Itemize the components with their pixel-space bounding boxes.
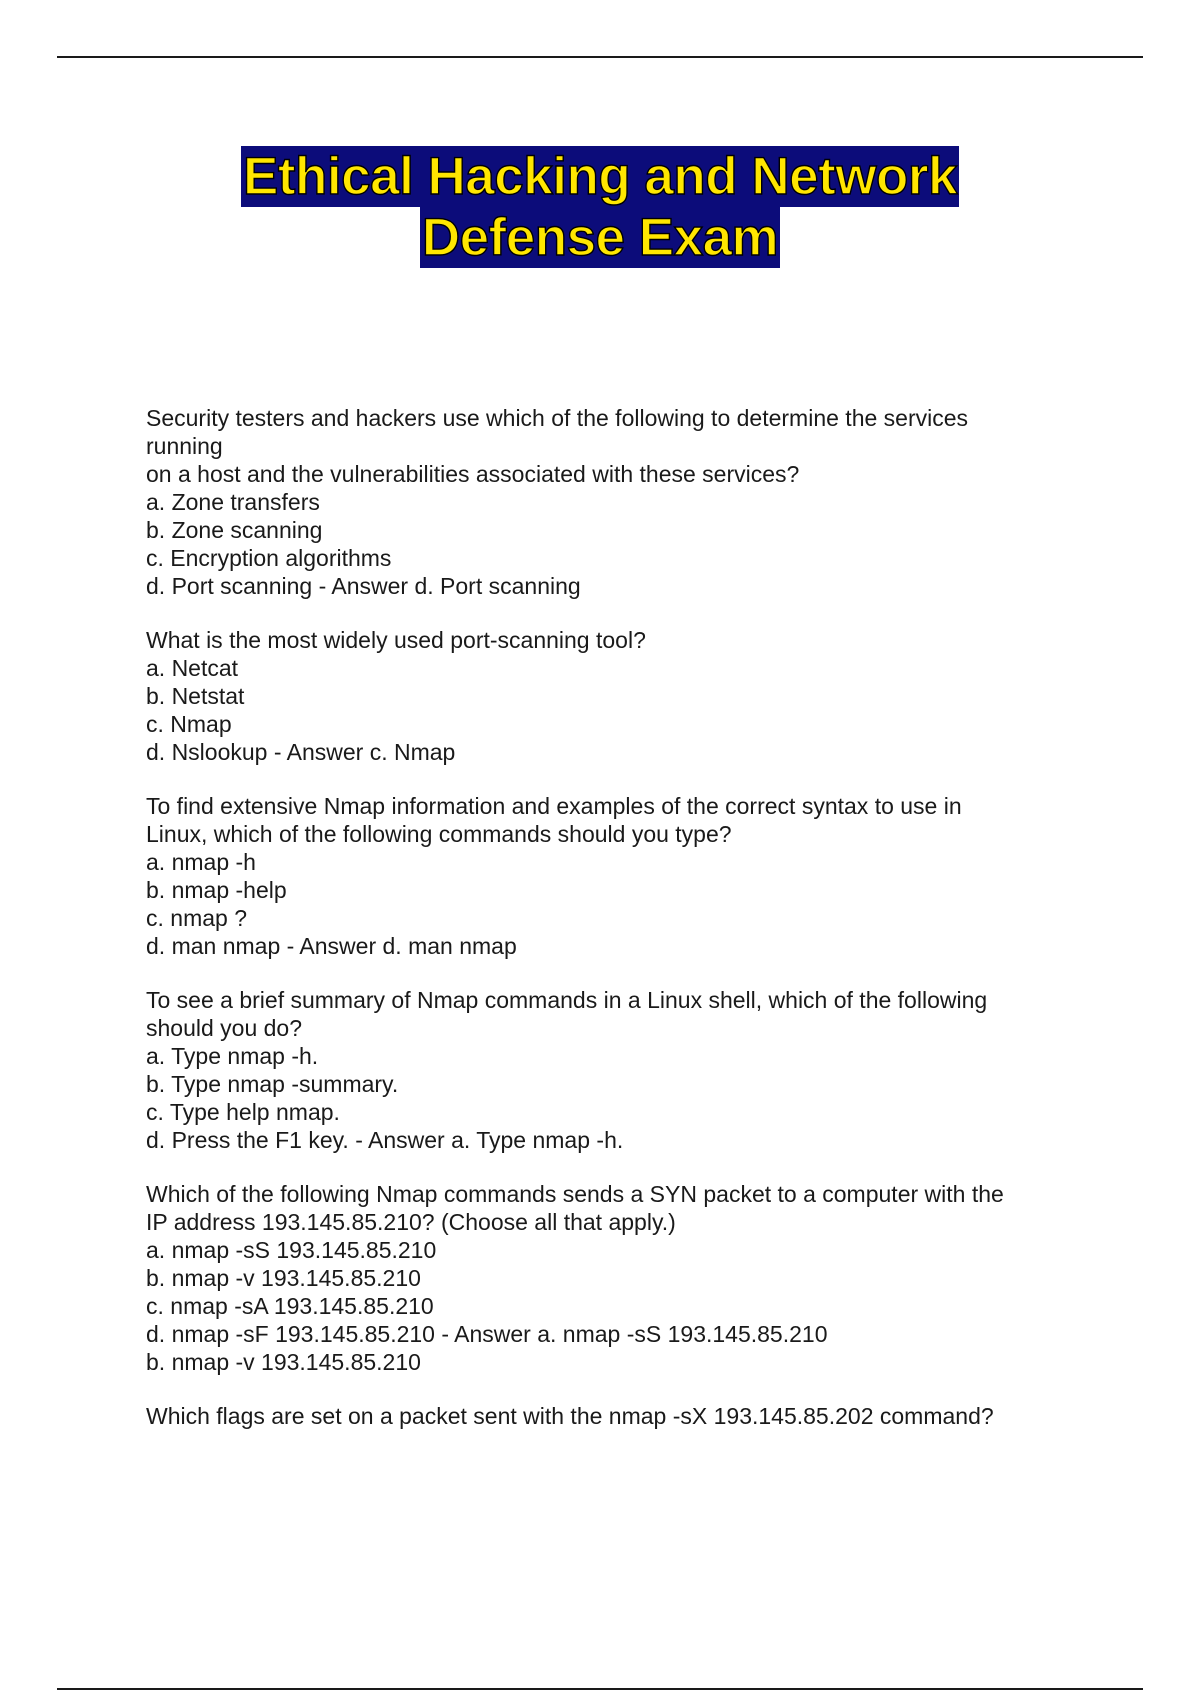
- question-line: a. Type nmap -h.: [146, 1043, 319, 1069]
- question-block: [146, 1180, 1066, 1376]
- question-line: d. Nslookup - Answer c. Nmap: [146, 739, 456, 765]
- question-line: b. Netstat: [146, 683, 245, 709]
- question-text: To see a brief summary of Nmap commands in a Linux shell, which of the following: [146, 987, 988, 1013]
- question-line: Linux, which of the following commands should you type?: [146, 821, 732, 847]
- question-line: b. Type nmap -summary.: [146, 1071, 399, 1097]
- question-line: a. nmap -h: [146, 849, 256, 875]
- top-divider: [57, 56, 1143, 58]
- question-line: d. nmap -sF 193.145.85.210 - Answer a. nmap -sS 193.145.85.210: [146, 1321, 828, 1347]
- question-line: c. Type help nmap.: [146, 1099, 340, 1125]
- question-text: What is the most widely used port-scanning tool?: [146, 627, 646, 653]
- question-line: d. Press the F1 key. - Answer a. Type nmap -h.: [146, 1127, 624, 1153]
- question-line: d. Port scanning - Answer d. Port scanning: [146, 573, 581, 599]
- question-block: [146, 404, 1066, 600]
- question-line: c. nmap ?: [146, 905, 247, 931]
- question-line: c. nmap -sA 193.145.85.210: [146, 1293, 434, 1319]
- title-line-1: Ethical Hacking and Network: [243, 147, 957, 206]
- question-text: Which flags are set on a packet sent with the nmap -sX 193.145.85.202 command?: [146, 1403, 994, 1429]
- question-text: Security testers and hackers use which of the following to determine the services: [146, 405, 969, 431]
- question-line: b. nmap -v 193.145.85.210: [146, 1265, 421, 1291]
- question-block: [146, 792, 1066, 960]
- question-text: To find extensive Nmap information and examples of the correct syntax to use in: [146, 793, 962, 819]
- question-list: [146, 404, 1066, 1456]
- document-title: [0, 146, 1200, 268]
- question-line: on a host and the vulnerabilities associated with these services?: [146, 461, 800, 487]
- question-block: [146, 626, 1066, 766]
- question-line: a. nmap -sS 193.145.85.210: [146, 1237, 437, 1263]
- question-line: b. Zone scanning: [146, 517, 323, 543]
- question-line: d. man nmap - Answer d. man nmap: [146, 933, 517, 959]
- question-block: [146, 986, 1066, 1154]
- bottom-divider: [57, 1688, 1143, 1690]
- question-line: b. nmap -help: [146, 877, 287, 903]
- question-line: should you do?: [146, 1015, 303, 1041]
- question-line: a. Netcat: [146, 655, 239, 681]
- question-line: c. Encryption algorithms: [146, 545, 392, 571]
- title-line-2: Defense Exam: [421, 208, 779, 267]
- question-line: running: [146, 433, 223, 459]
- question-line: IP address 193.145.85.210? (Choose all that apply.): [146, 1209, 676, 1235]
- question-text: Which of the following Nmap commands sends a SYN packet to a computer with the: [146, 1181, 1004, 1207]
- question-line: c. Nmap: [146, 711, 232, 737]
- question-line: a. Zone transfers: [146, 489, 320, 515]
- question-block: [146, 1402, 1066, 1430]
- question-line: b. nmap -v 193.145.85.210: [146, 1349, 421, 1375]
